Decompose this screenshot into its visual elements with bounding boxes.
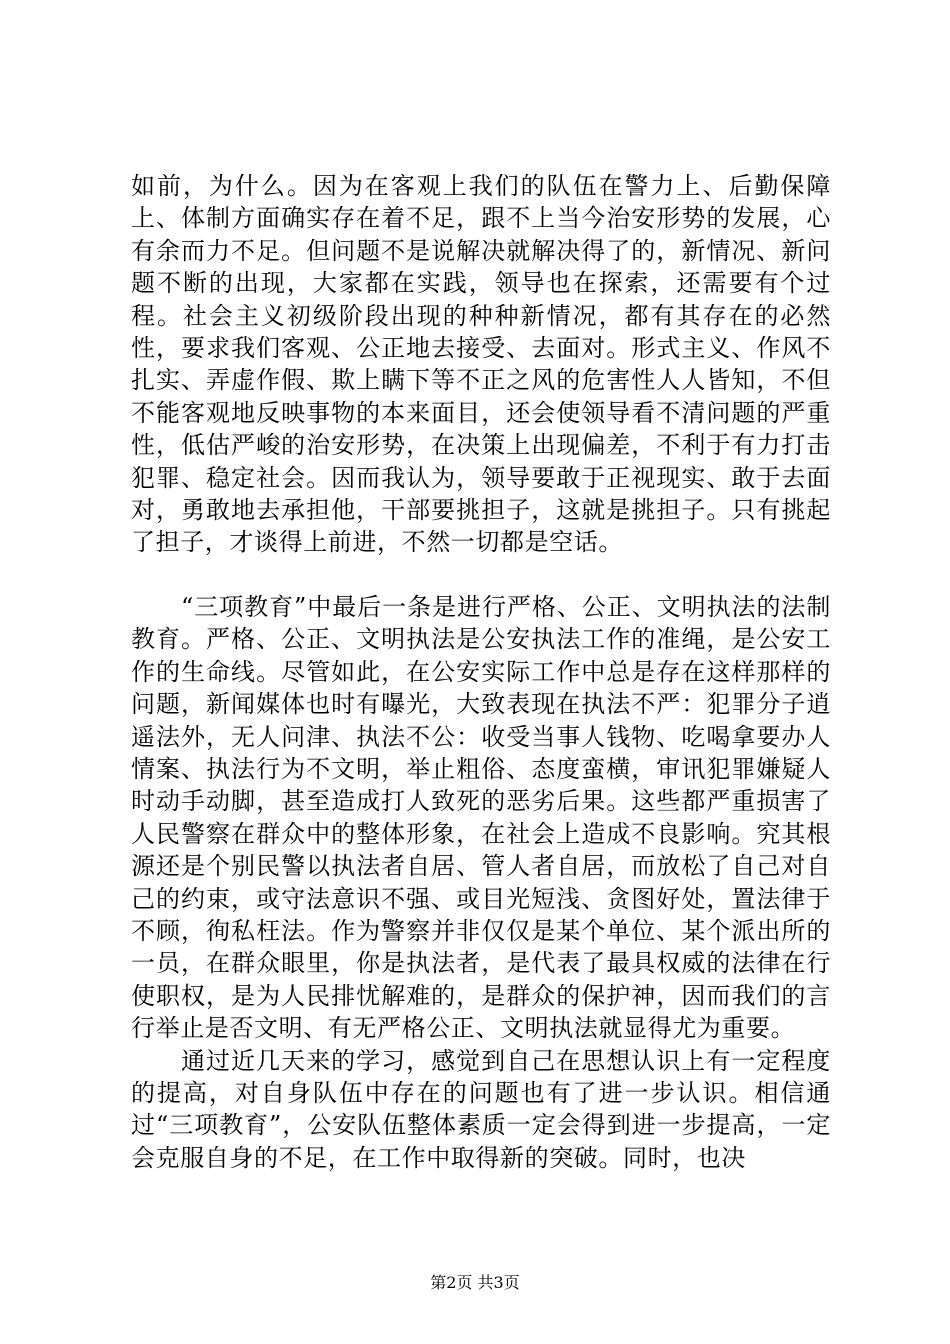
- document-body: [131, 170, 831, 1174]
- paragraph-continued: 如前，为什么。因为在客观上我们的队伍在警力上、后勤保障上、体制方面确实存在着不足，跟不上当今治安形势的发展，心有余而力不足。但问题不是说解决就解决得了的，新情况、新问题不断的出现，大家都在实践，领导也在探索，还需要有个过程。社会主义初级阶段出现的种种新情况，都有其存在的必然性，要求我们客观、公正地去接受、去面对。形式主义、作风不扎实、弄虚作假、欺上瞒下等不正之风的危害性人人皆知，不但不能客观地反映事物的本来面目，还会使领导看不清问题的严重性，低估严峻的治安形势，在决策上出现偏差，不利于有力打击犯罪、稳定社会。因而我认为，领导要敢于正视现实、敢于去面对，勇敢地去承担他，干部要挑担子，这就是挑担子。只有挑起了担子，才谈得上前进，不然一切都是空话。: [131, 172, 831, 557]
- paragraph-conclusion: 通过近几天来的学习，感觉到自己在思想认识上有一定程度的提高，对自身队伍中存在的问题也有了进一步认识。相信通过“三项教育”，公安队伍整体素质一定会得到进一步提高，一定会克服自身的不足，在工作中取得新的突破。同时，也决: [131, 1046, 831, 1172]
- paragraph-law-enforcement: “三项教育”中最后一条是进行严格、公正、文明执法的法制教育。严格、公正、文明执法是公安执法工作的准绳，是公安工作的生命线。尽管如此，在公安实际工作中总是存在这样那样的问题，新闻媒体也时有曝光，大致表现在执法不严：犯罪分子逍遥法外，无人问津、执法不公：收受当事人钱物、吃喝拿要办人情案、执法行为不文明，举止粗俗、态度蛮横，审讯犯罪嫌疑人时动手动脚，甚至造成打人致死的恶劣后果。这些都严重损害了人民警察在群众中的整体形象，在社会上造成不良影响。究其根源还是个别民警以执法者自居、管人者自居，而放松了自己对自己的约束，或守法意识不强、或目光短浅、贪图好处，置法律于不顾，徇私枉法。作为警察并非仅仅是某个单位、某个派出所的一员，在群众眼里，你是执法者，是代表了最具权威的法律在行使职权，是为人民排忧解难的，是群众的保护神，因而我们的言行举止是否文明、有无严格公正、文明执法就显得尤为重要。: [131, 592, 831, 1043]
- page-footer: 第2页 共3页: [430, 1273, 520, 1292]
- paragraph-gap: [131, 559, 831, 591]
